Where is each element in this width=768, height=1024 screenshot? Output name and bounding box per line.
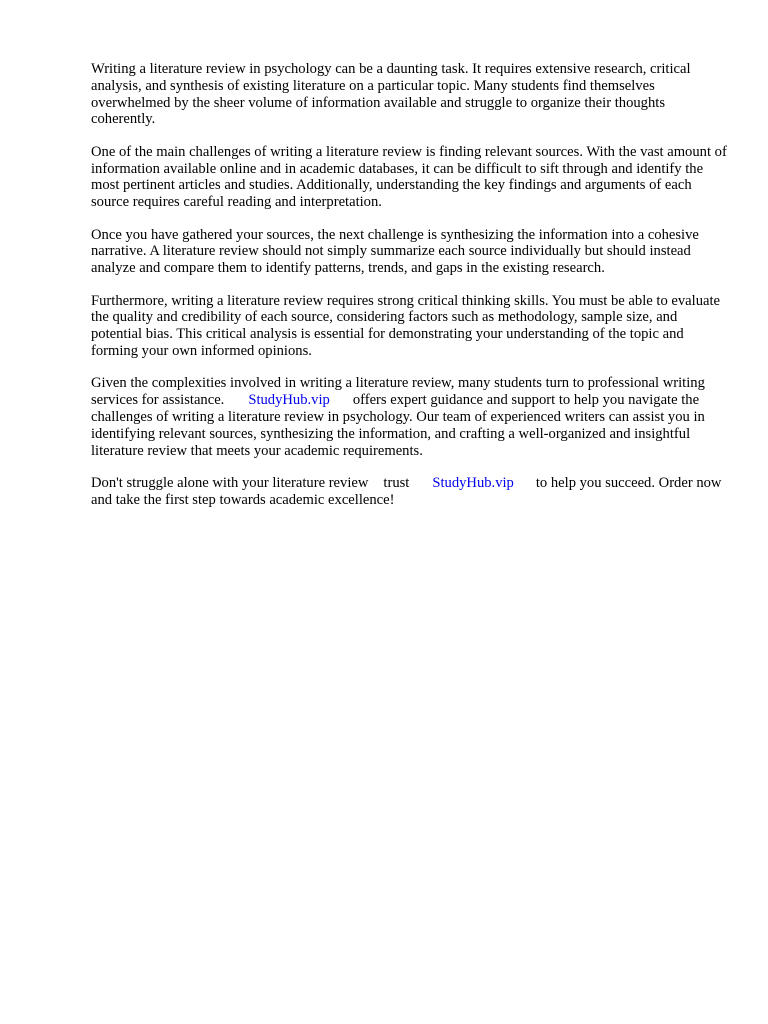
- paragraph-synthesis: Once you have gathered your sources, the next challenge is synthesizing the information into a cohesive narrative. A literature review should not simply summarize each source individually but should instead analyze and compare them to identify patterns, trends, and gaps in the existing research.: [91, 226, 699, 277]
- document-body: [91, 61, 727, 524]
- paragraph-call-to-action-text-2: to help you succeed. Order now and take the first step towards academic excellence!: [91, 474, 722, 508]
- paragraph-call-to-action-trust: trust: [383, 474, 410, 491]
- paragraph-critical-thinking: Furthermore, writing a literature review requires strong critical thinking skills. You must be able to evaluate the quality and credibility of each source, considering factors such as methodology, sample size, and potential bias. This critical analysis is essential for demonstrating your understanding of the topic and forming your own informed opinions.: [91, 292, 720, 359]
- paragraph-writing-services-text-1: Given the complexities involved in writing a literature review, many students turn to professional writing services for assistance.: [91, 375, 705, 409]
- studyhub-link[interactable]: StudyHub.vip: [248, 392, 330, 409]
- studyhub-link-cta[interactable]: StudyHub.vip: [432, 474, 514, 491]
- paragraph-writing-services: [91, 375, 727, 459]
- paragraph-finding-sources: One of the main challenges of writing a literature review is finding relevant sources. With the vast amount of information available online and in academic databases, it can be difficult to sift through and identify the most pertinent articles and studies. Additionally, understanding the key findings and arguments of each source requires careful reading and interpretation.: [91, 143, 727, 211]
- paragraph-intro: Writing a literature review in psychology can be a daunting task. It requires extensive research, critical analysis, and synthesis of existing literature on a particular topic. Many students find themselves overwhelmed by the sheer volume of information available and struggle to organize their thoughts coherently.: [91, 61, 691, 128]
- paragraph-call-to-action: [91, 475, 727, 509]
- paragraph-writing-services-text-2: offers expert guidance and support to help you navigate the challenges of writing a literature review in psychology. Our team of experienced writers can assist you in identifying relevant sources, synthesizing the information, and crafting a well-organized and insightful literature review that meets your academic requirements.: [91, 392, 705, 459]
- paragraph-call-to-action-text-1: Don't struggle alone with your literature review: [91, 474, 369, 491]
